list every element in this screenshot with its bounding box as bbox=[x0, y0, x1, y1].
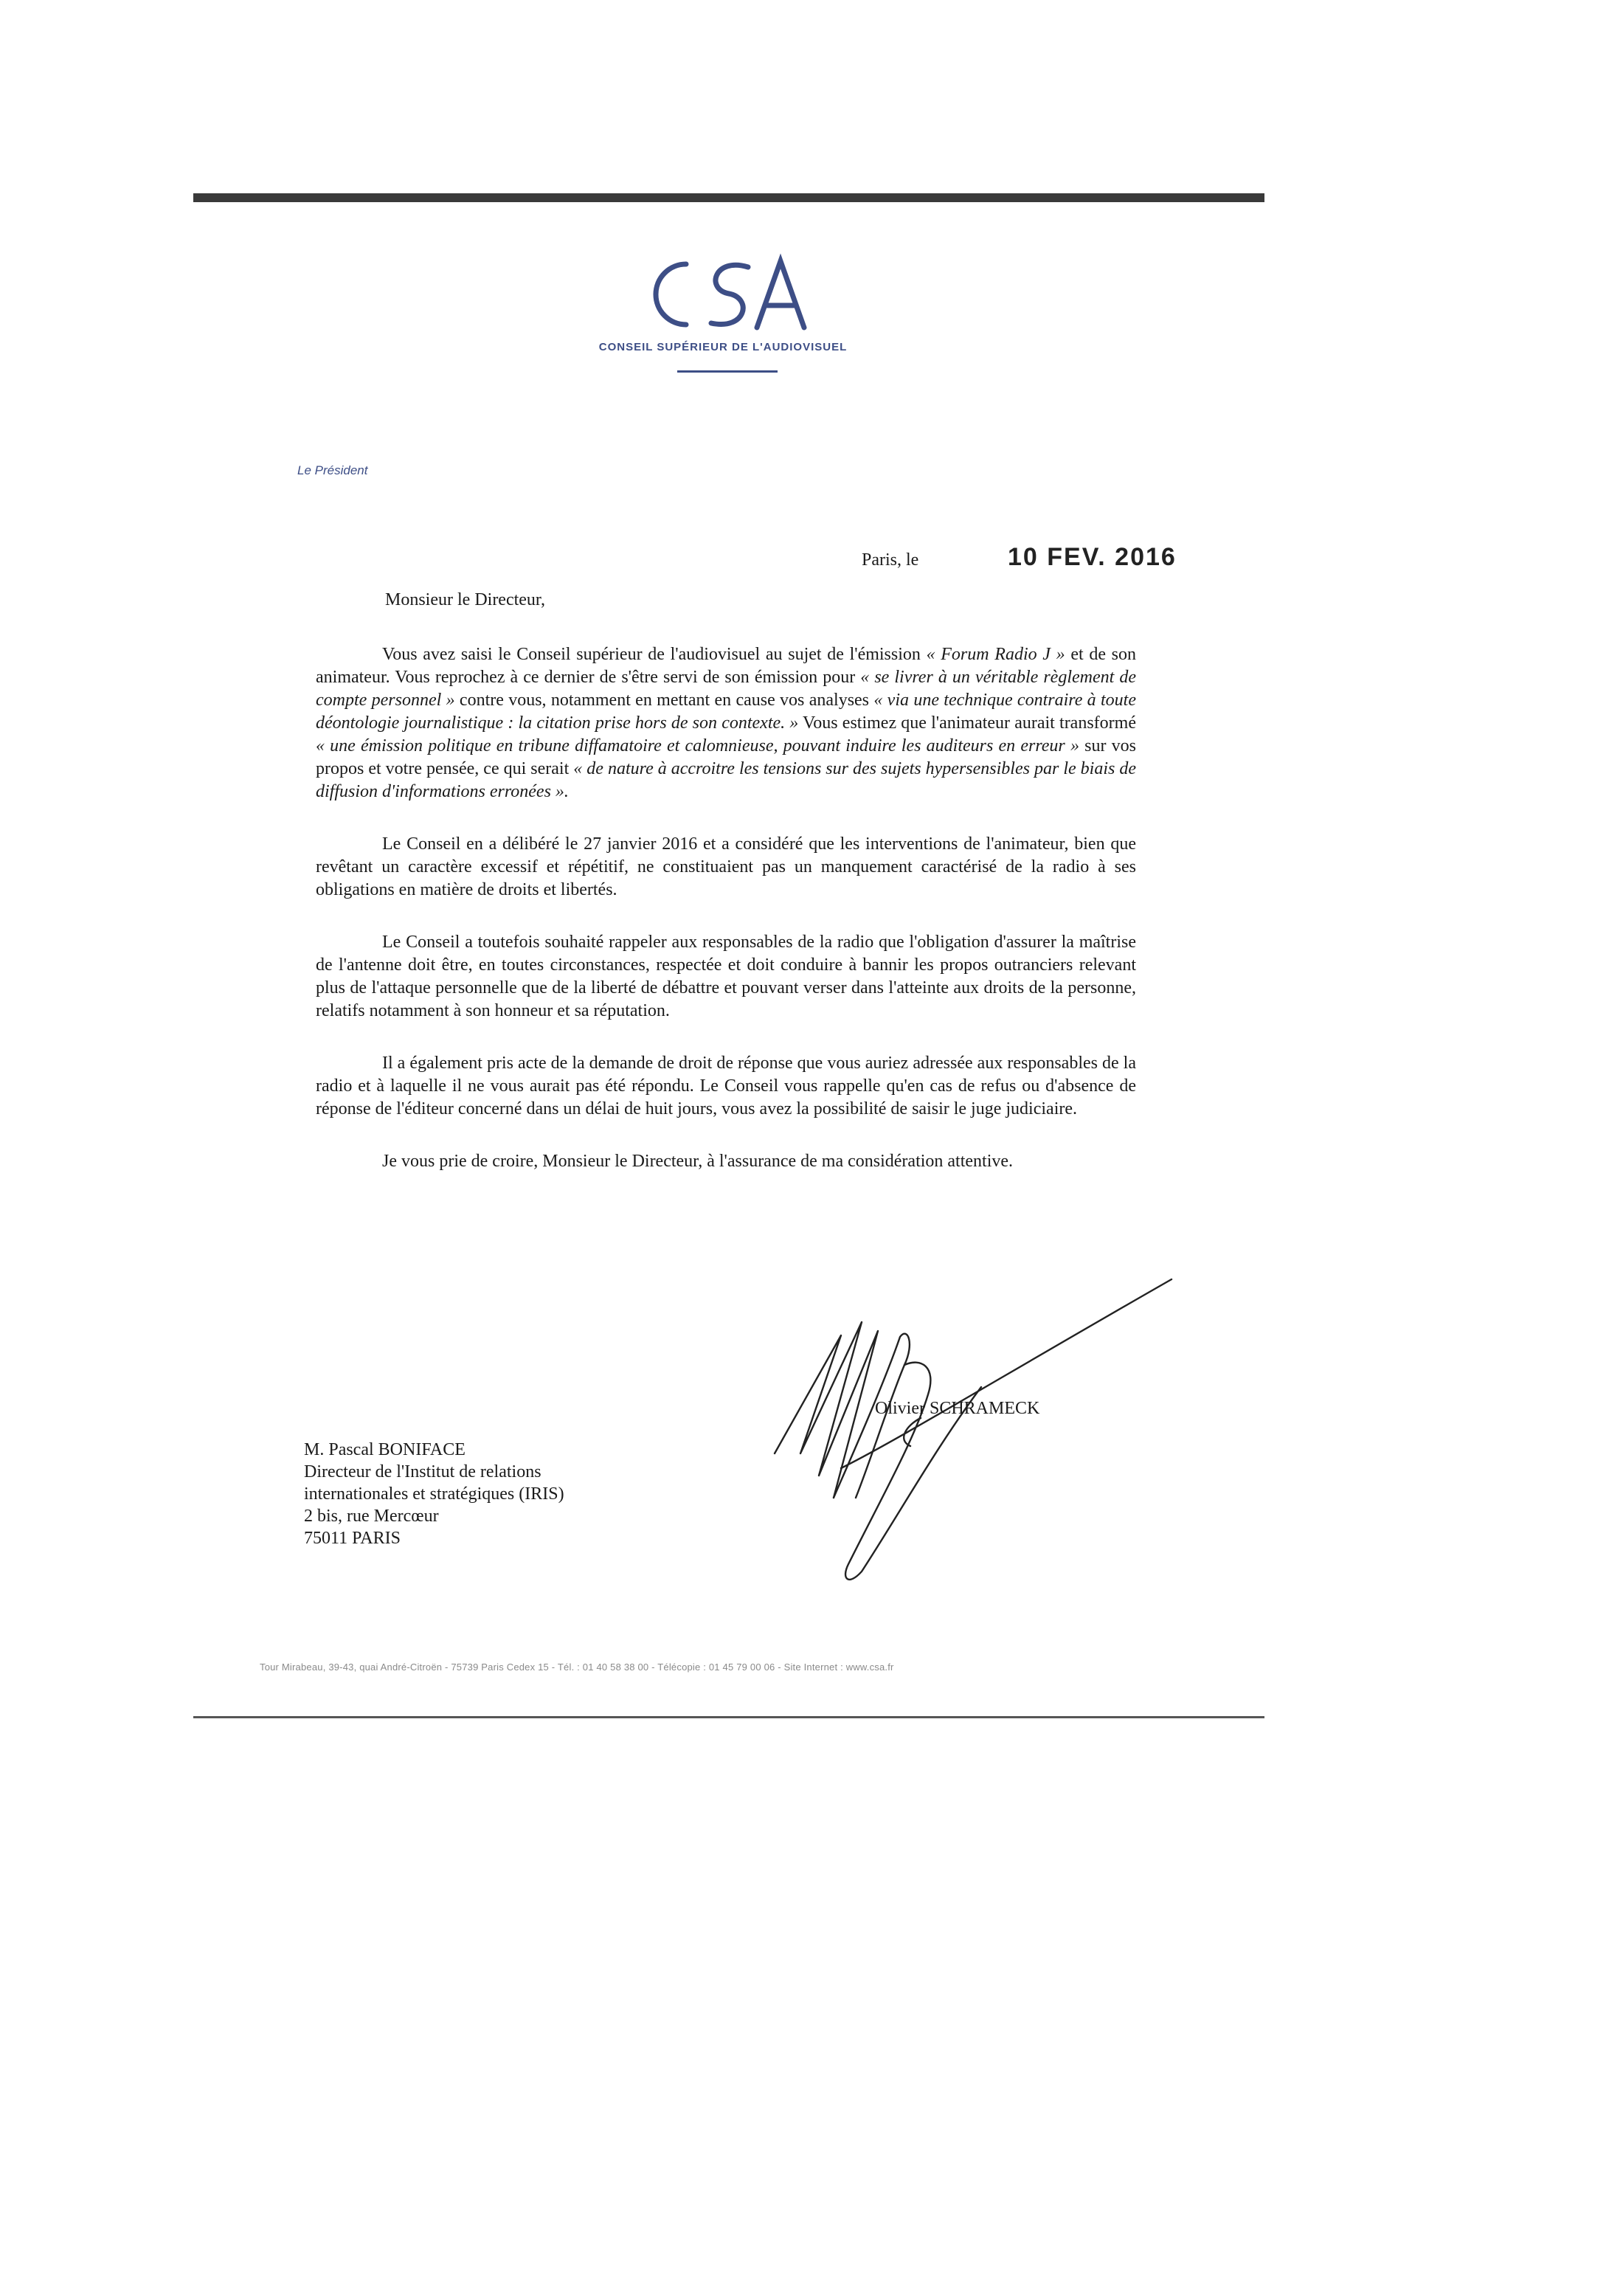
paragraph-1 bbox=[316, 643, 1136, 803]
quote-4: « une émission politique en tribune diffamatoire et calomnieuse, pouvant induire les auditeurs en erreur » bbox=[316, 736, 1079, 755]
closing-formula: Je vous prie de croire, Monsieur le Directeur, à l'assurance de ma considération attentive. bbox=[382, 1152, 1014, 1171]
footer-address: Tour Mirabeau, 39-43, quai André-Citroën - 75739 Paris Cedex 15 - Tél. : 01 40 58 38 00 - Télécopie : 01 45 79 00 06 - Site Internet : www.csa.fr bbox=[260, 1662, 894, 1673]
recipient-line: M. Pascal BONIFACE bbox=[304, 1440, 466, 1459]
logo-underline bbox=[677, 370, 778, 373]
salutation: Monsieur le Directeur, bbox=[385, 590, 545, 609]
quote-5: « de nature à accroitre les tensions sur des sujets hypersensibles par le biais de diffusion d'informations erronées ». bbox=[316, 759, 1136, 801]
paragraph-4: Il a également pris acte de la demande de droit de réponse que vous auriez adressée aux responsables de la radio et à laquelle il ne vous aurait pas été répondu. Le Conseil vous rappelle qu'en cas de refus ou d'absence de réponse de l'éditeur concerné dans un délai de huit jours, vous avez la possibilité de saisir le juge judiciaire. bbox=[316, 1054, 1136, 1118]
paragraph-1-text: Vous estimez que l'animateur aurait transformé bbox=[798, 713, 1136, 733]
recipient-address bbox=[304, 1439, 564, 1549]
date-place: Paris, le bbox=[862, 550, 919, 570]
quote-2: « se livrer à un véritable règlement de compte personnel » bbox=[316, 668, 1136, 710]
handwritten-signature-icon bbox=[730, 1254, 1188, 1608]
quote-1: « Forum Radio J » bbox=[926, 645, 1065, 664]
paragraph-3: Le Conseil a toutefois souhaité rappeler aux responsables de la radio que l'obligation d'assurer la maîtrise de l'antenne doit être, en toutes circonstances, respectée et doit conduire à bannir les propos outranciers relevant plus de l'attaque personnelle que de la liberté de débattre et pouvant verser dans l'atteinte aux droits de la personne, relatifs notamment à son honneur et sa réputation. bbox=[316, 933, 1136, 1020]
recipient-line: 75011 PARIS bbox=[304, 1529, 401, 1548]
sender-title: Le Président bbox=[297, 463, 368, 477]
top-border-rule bbox=[193, 193, 1264, 202]
signer-name: Olivier SCHRAMECK bbox=[875, 1399, 1040, 1418]
date-stamp: 10 FEV. 2016 bbox=[1008, 543, 1177, 571]
recipient-line: 2 bis, rue Mercœur bbox=[304, 1507, 439, 1526]
paragraph-2: Le Conseil en a délibéré le 27 janvier 2016 et a considéré que les interventions de l'animateur, bien que revêtant un caractère excessif et répétitif, ne constituaient pas un manquement caractérisé de la radio à ses obligations en matière de droits et libertés. bbox=[316, 834, 1136, 899]
csa-logo-icon bbox=[640, 251, 810, 338]
bottom-border-rule bbox=[193, 1716, 1264, 1718]
recipient-line: internationales et stratégiques (IRIS) bbox=[304, 1484, 564, 1504]
logo-subtitle: CONSEIL SUPÉRIEUR DE L'AUDIOVISUEL bbox=[598, 341, 848, 353]
paragraph-1-text: contre vous, notamment en mettant en cause vos analyses bbox=[454, 691, 874, 710]
recipient-line: Directeur de l'Institut de relations bbox=[304, 1462, 541, 1481]
quote-3: « via une technique contraire à toute déontologie journalistique : la citation prise hors de son contexte. » bbox=[316, 691, 1136, 733]
paragraph-1-text: Vous avez saisi le Conseil supérieur de l'audiovisuel au sujet de l'émission bbox=[382, 645, 927, 664]
letter-body bbox=[316, 643, 1136, 1203]
paragraph-1-text: sur vos propos et votre pensée, ce qui serait bbox=[316, 736, 1137, 778]
paragraph-1-text: et de son animateur. Vous reprochez à ce dernier de s'être servi de son émission pour bbox=[316, 645, 1136, 687]
